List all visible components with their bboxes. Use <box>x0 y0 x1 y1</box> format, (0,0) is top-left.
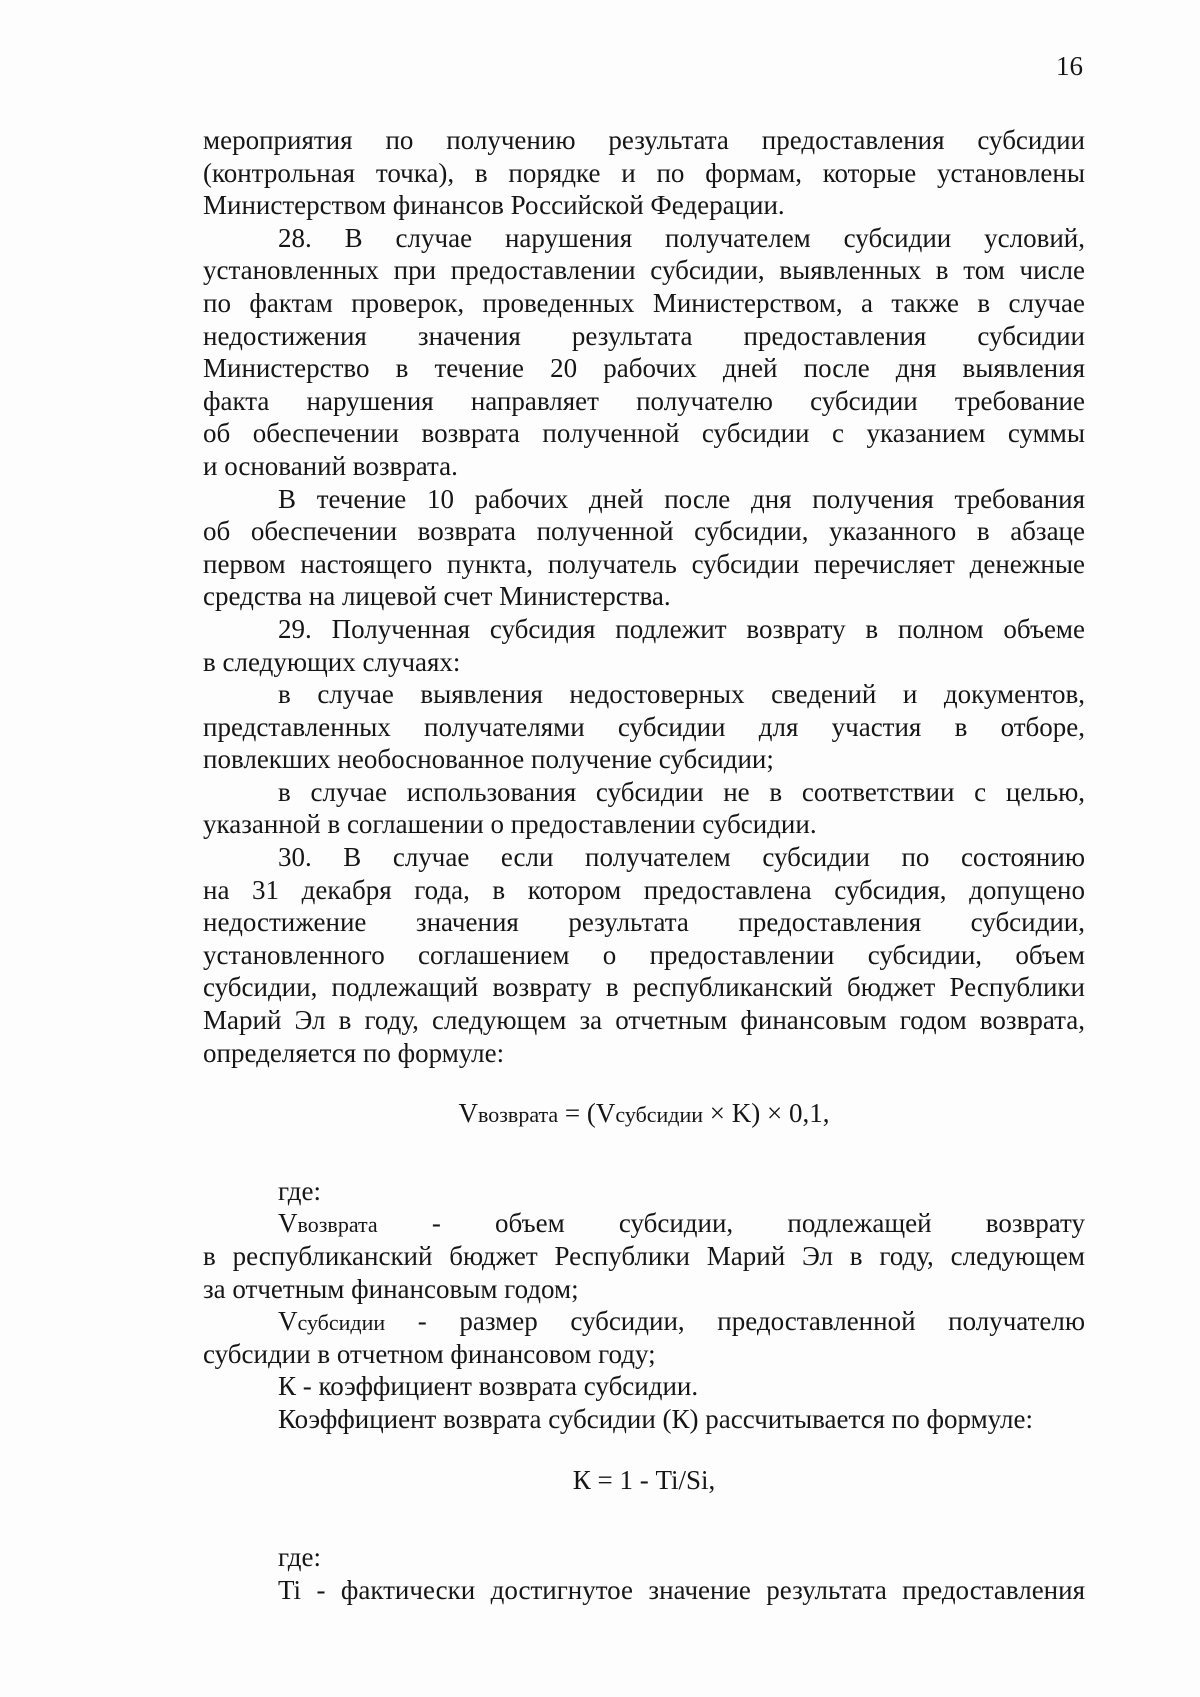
text-line: по фактам проверок, проведенных Министерством, а также в случае <box>203 287 1085 318</box>
formula-subscript: субсидии <box>615 1102 704 1128</box>
definition-subscript: субсидии <box>297 1310 386 1336</box>
definition-line: Ti - фактически достигнутое значение результата предоставления <box>278 1574 1085 1605</box>
definition-text: - объем субсидии, подлежащей возврату <box>431 1208 1086 1239</box>
text-line: установленных при предоставлении субсидии, выявленных в том числе <box>203 255 1085 286</box>
text-line: мероприятия по получению результата предоставления субсидии <box>203 125 1085 155</box>
text-line: и оснований возврата. <box>203 450 458 481</box>
formula-return-volume <box>203 1097 1085 1130</box>
text-line: 29. Полученная субсидия подлежит возврату в полном объеме <box>278 613 1085 644</box>
text-line: недостижения значения результата предоставления субсидии <box>203 320 1085 351</box>
text-line: представленных получателями субсидии для участия в отборе, <box>203 711 1085 742</box>
definition-line <box>203 1305 1085 1338</box>
text-line: в случае выявления недостоверных сведений и документов, <box>278 679 1085 710</box>
definition-subscript: возврата <box>297 1212 378 1238</box>
definition-line: К - коэффициент возврата субсидии. <box>278 1371 699 1402</box>
text-line: Марий Эл в году, следующем за отчетным финансовым годом возврата, <box>203 1005 1085 1036</box>
text-line: определяется по формуле: <box>203 1037 505 1068</box>
formula-coefficient: К = 1 - Ti/Si, <box>572 1464 716 1495</box>
text-line: 28. В случае нарушения получателем субсидии условий, <box>278 222 1085 253</box>
text-line: Министерство в течение 20 рабочих дней после дня выявления <box>203 353 1085 384</box>
text-line: субсидии в отчетном финансовом году; <box>203 1338 656 1369</box>
definition-text: - размер субсидии, предоставленной получателю <box>417 1306 1085 1337</box>
text-line: об обеспечении возврата полученной субсидии с указанием суммы <box>203 418 1085 449</box>
text-line: Коэффициент возврата субсидии (К) рассчитывается по формуле: <box>278 1403 1033 1434</box>
formula-text: × K) × 0,1, <box>703 1098 830 1129</box>
formula-symbol: V <box>458 1098 478 1129</box>
definition-line <box>203 1207 1085 1240</box>
text-line: субсидии, подлежащий возврату в республиканский бюджет Республики <box>203 972 1085 1003</box>
text-line: за отчетным финансовым годом; <box>203 1273 579 1304</box>
text-line: об обеспечении возврата полученной субсидии, указанного в абзаце <box>203 516 1085 547</box>
text-line: В течение 10 рабочих дней после дня получения требования <box>278 483 1085 514</box>
text-line: (контрольная точка), в порядке и по формам, которые установлены <box>203 157 1085 188</box>
text-line: в следующих случаях: <box>203 646 461 677</box>
definition-symbol: V <box>278 1306 298 1337</box>
formula-subscript: возврата <box>478 1102 559 1128</box>
text-line: Министерством финансов Российской Федерации. <box>203 190 785 221</box>
text-line: в республиканский бюджет Республики Марий Эл в году, следующем <box>203 1241 1085 1271</box>
text-line: на 31 декабря года, в котором предоставлена субсидия, допущено <box>203 874 1085 905</box>
definition-symbol: V <box>278 1208 298 1239</box>
text-line: повлекших необоснованное получение субсидии; <box>203 744 774 775</box>
text-line: в случае использования субсидии не в соответствии с целью, <box>278 776 1085 807</box>
document-body <box>203 124 1085 1606</box>
formula-text: = (V <box>558 1098 616 1129</box>
where-label: где: <box>278 1542 321 1573</box>
where-label: где: <box>278 1175 321 1206</box>
text-line: установленного соглашением о предоставлении субсидии, объем <box>203 939 1085 970</box>
page-number: 16 <box>1056 51 1083 81</box>
text-line: 30. В случае если получателем субсидии по состоянию <box>278 842 1085 873</box>
text-line: первом настоящего пункта, получатель субсидии перечисляет денежные <box>203 548 1085 579</box>
text-line: указанной в соглашении о предоставлении субсидии. <box>203 809 817 840</box>
text-line: недостижение значения результата предоставления субсидии, <box>203 907 1085 938</box>
text-line: средства на лицевой счет Министерства. <box>203 581 671 612</box>
text-line: факта нарушения направляет получателю субсидии требование <box>203 385 1085 416</box>
